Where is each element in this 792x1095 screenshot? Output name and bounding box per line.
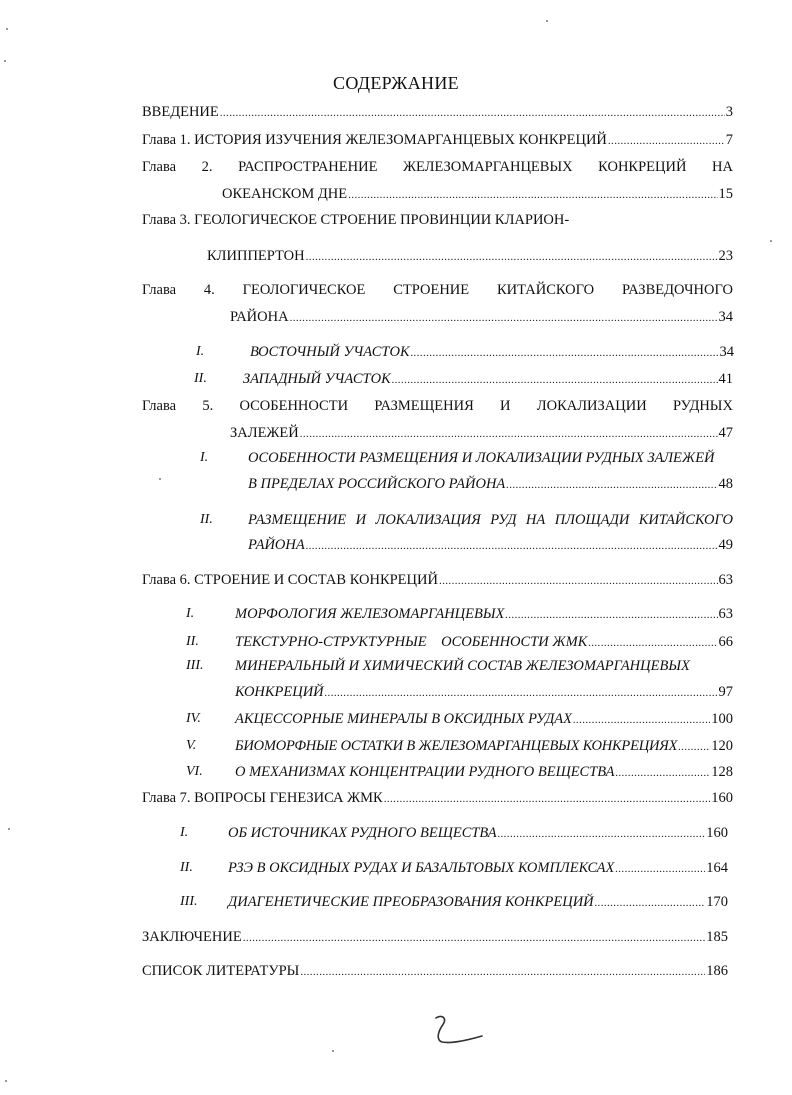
toc-entry-page: 160 (711, 790, 733, 806)
word: НА (712, 159, 733, 175)
toc-entry-chapter-3-line1[interactable] (142, 210, 569, 230)
dot-leader (506, 475, 717, 495)
toc-entry-conclusion[interactable] (142, 927, 728, 948)
section-number: IV. (186, 711, 201, 726)
toc-entry-label: СПИСОК ЛИТЕРАТУРЫ (142, 963, 300, 979)
word: ГЕОЛОГИЧЕСКОЕ (242, 282, 366, 298)
toc-entry-chapter-7[interactable] (142, 788, 733, 809)
toc-entry-page: 66 (718, 634, 733, 650)
scan-speck (5, 1080, 7, 1082)
page-title: СОДЕРЖАНИЕ (333, 73, 459, 93)
toc-entry-label: РАЙОНА (248, 537, 305, 553)
toc-entry-page: 15 (718, 186, 733, 202)
toc-entry-page: 49 (718, 537, 733, 553)
section-number: I. (180, 825, 189, 840)
toc-entry-4-1[interactable] (250, 342, 734, 363)
toc-entry-page: 128 (711, 764, 733, 780)
toc-entry-label: ОБ ИСТОЧНИКАХ РУДНОГО ВЕЩЕСТВА (228, 825, 497, 841)
toc-entry-label: БИОМОРФНЫЕ ОСТАТКИ В ЖЕЛЕЗОМАРГАНЦЕВЫХ КОНКРЕЦИЯХ (235, 738, 678, 754)
toc-entry-chapter-2-cont[interactable] (222, 184, 733, 205)
toc-entry-page: 7 (725, 132, 733, 148)
toc-entry-6-6[interactable] (235, 762, 733, 783)
toc-entry-label: Глава 3. ГЕОЛОГИЧЕСКОЕ СТРОЕНИЕ ПРОВИНЦИИ КЛАРИОН- (142, 212, 570, 228)
dot-leader (505, 605, 717, 625)
dot-leader (220, 103, 725, 123)
toc-entry-page: 47 (718, 425, 733, 441)
word: КИТАЙСКОГО (496, 282, 595, 298)
toc-entry-page: 48 (718, 476, 733, 492)
dot-leader (573, 710, 710, 730)
toc-entry-page: 63 (718, 572, 733, 588)
dot-leader (411, 343, 719, 363)
toc-entry-page: 3 (725, 104, 733, 120)
section-number: II. (200, 512, 213, 527)
toc-entry-label: ЗАПАДНЫЙ УЧАСТОК (243, 371, 391, 387)
toc-entry-label: Глава 6. СТРОЕНИЕ И СОСТАВ КОНКРЕЦИЙ (142, 572, 438, 588)
toc-entry-label: ТЕКСТУРНО-СТРУКТУРНЫЕ ОСОБЕННОСТИ ЖМК (235, 634, 588, 650)
toc-entry-label: Глава 1. ИСТОРИЯ ИЗУЧЕНИЯ ЖЕЛЕЗОМАРГАНЦЕВЫХ КОНКРЕЦИЙ (142, 132, 607, 148)
word: И (355, 512, 367, 528)
word: РУДНЫХ (672, 398, 733, 414)
word: ОСОБЕННОСТИ (239, 398, 349, 414)
toc-entry-page: 185 (706, 929, 728, 945)
section-number: I. (186, 606, 195, 621)
word: РАЗМЕЩЕНИЕ (248, 512, 347, 528)
toc-entry-page: 23 (718, 248, 733, 264)
section-number: I. (196, 344, 205, 359)
dot-leader (595, 893, 706, 913)
scan-speck (770, 240, 772, 242)
word: РУД (490, 512, 517, 528)
word: Глава (142, 282, 177, 298)
toc-entry-references[interactable] (142, 961, 728, 982)
toc-entry-6-3-cont[interactable] (235, 682, 733, 703)
word: ПЛОЩАДИ (554, 512, 630, 528)
word: ЛОКАЛИЗАЦИЯ (375, 512, 481, 528)
toc-entry-label: ОСОБЕННОСТИ РАЗМЕЩЕНИЯ И ЛОКАЛИЗАЦИИ РУДНЫХ ЗАЛЕЖЕЙ (248, 450, 715, 466)
word: ЖЕЛЕЗОМАРГАНЦЕВЫХ (403, 159, 573, 175)
toc-entry-label: ВОСТОЧНЫЙ УЧАСТОК (250, 344, 410, 360)
toc-entry-label: О МЕХАНИЗМАХ КОНЦЕНТРАЦИИ РУДНОГО ВЕЩЕСТВА (235, 764, 615, 780)
toc-entry-label: РЗЭ В ОКСИДНЫХ РУДАХ И БАЗАЛЬТОВЫХ КОМПЛЕКСАХ (228, 860, 615, 876)
toc-entry-chapter-5-line1[interactable] (142, 396, 733, 416)
scan-speck (4, 60, 6, 62)
toc-entry-page: 120 (711, 738, 733, 754)
scan-speck (8, 828, 10, 830)
section-number: V. (186, 738, 197, 753)
section-number: II. (186, 634, 199, 649)
toc-entry-page: 160 (706, 825, 728, 841)
toc-entry-page: 63 (718, 606, 733, 622)
dot-leader (439, 571, 718, 591)
word: 5. (202, 398, 214, 414)
toc-entry-page: 186 (706, 963, 728, 979)
word: НА (525, 512, 546, 528)
word: 4. (203, 282, 215, 298)
dot-leader (615, 859, 705, 879)
toc-entry-7-3[interactable] (228, 892, 728, 913)
dot-leader (678, 737, 710, 757)
word: Глава (142, 159, 177, 175)
toc-entry-4-2[interactable] (243, 369, 733, 390)
toc-entry-chapter-5-cont[interactable] (230, 423, 733, 444)
toc-entry-page: 34 (719, 344, 734, 360)
toc-entry-label: ДИАГЕНЕТИЧЕСКИЕ ПРЕОБРАЗОВАНИЯ КОНКРЕЦИЙ (228, 894, 594, 910)
dot-leader (615, 763, 710, 783)
dot-leader (306, 536, 718, 556)
toc-entry-chapter-2-line1[interactable] (142, 157, 733, 177)
toc-entry-label: ВВЕДЕНИЕ (142, 104, 219, 120)
toc-entry-6-2[interactable] (235, 632, 733, 653)
toc-entry-page: 100 (711, 711, 733, 727)
word: РАЗМЕЩЕНИЯ (374, 398, 474, 414)
toc-entry-chapter-1[interactable] (142, 130, 733, 151)
section-number: II. (180, 860, 193, 875)
toc-entry-page: 41 (718, 371, 733, 387)
toc-entry-6-4[interactable] (235, 709, 733, 730)
word: Глава (142, 398, 177, 414)
toc-entry-label: АКЦЕССОРНЫЕ МИНЕРАЛЫ В ОКСИДНЫХ РУДАХ (235, 711, 573, 727)
word: РАЗВЕДОЧНОГО (621, 282, 733, 298)
toc-entry-page: 34 (718, 309, 733, 325)
toc-entry-6-1[interactable] (235, 604, 733, 625)
word: ЛОКАЛИЗАЦИИ (536, 398, 647, 414)
toc-entry-label: Глава 7. ВОПРОСЫ ГЕНЕЗИСА ЖМК (142, 790, 383, 806)
scan-speck (6, 28, 8, 30)
word: И (500, 398, 511, 414)
toc-entry-5-2-line1[interactable] (248, 510, 733, 530)
toc-entry-page: 97 (718, 684, 733, 700)
toc-entry-chapter-4-cont[interactable] (230, 307, 733, 328)
dot-leader (325, 683, 718, 703)
section-number: II. (194, 371, 207, 386)
dot-leader (608, 131, 725, 151)
handwritten-mark (428, 1010, 488, 1050)
dot-leader (588, 633, 717, 653)
toc-entry-label: ЗАКЛЮЧЕНИЕ (142, 929, 242, 945)
toc-entry-chapter-4-line1[interactable] (142, 280, 733, 300)
word: РАСПРОСТРАНЕНИЕ (238, 159, 378, 175)
dot-leader (348, 185, 717, 205)
toc-entry-label: МИНЕРАЛЬНЫЙ И ХИМИЧЕСКИЙ СОСТАВ ЖЕЛЕЗОМАРГАНЦЕВЫХ (235, 658, 690, 674)
section-number: III. (186, 658, 204, 673)
dot-leader (384, 789, 711, 809)
dot-leader (290, 308, 718, 328)
toc-entry-7-2[interactable] (228, 858, 728, 879)
toc-entry-5-1-line1[interactable] (248, 448, 715, 468)
toc-entry-chapter-6[interactable] (142, 570, 733, 591)
toc-entry-label: КОНКРЕЦИЙ (235, 684, 324, 700)
toc-entry-6-5[interactable] (235, 736, 733, 757)
word: СТРОЕНИЕ (393, 282, 470, 298)
dot-leader (243, 928, 706, 948)
toc-entry-label: РАЙОНА (230, 309, 289, 325)
toc-entry-label: ЗАЛЕЖЕЙ (230, 425, 299, 441)
toc-entry-5-2-cont[interactable] (248, 535, 733, 556)
word: КОНКРЕЦИЙ (598, 159, 687, 175)
toc-entry-label: КЛИППЕРТОН (207, 248, 305, 264)
toc-entry-label: ОКЕАНСКОМ ДНЕ (222, 186, 348, 202)
word: КИТАЙСКОГО (638, 512, 733, 528)
toc-entry-page: 164 (706, 860, 728, 876)
toc-entry-label: В ПРЕДЕЛАХ РОССИЙСКОГО РАЙОНА (248, 476, 506, 492)
dot-leader (300, 962, 705, 982)
dot-leader (300, 424, 718, 444)
toc-entry-5-1-cont[interactable] (248, 474, 733, 495)
section-number: VI. (186, 764, 203, 779)
word: 2. (201, 159, 213, 175)
scan-speck (159, 478, 161, 480)
section-number: I. (200, 450, 209, 465)
section-number: III. (180, 894, 198, 909)
toc-entry-page: 170 (706, 894, 728, 910)
dot-leader (306, 247, 718, 267)
scan-speck (546, 20, 548, 22)
dot-leader (498, 824, 706, 844)
toc-entry-7-1[interactable] (228, 823, 728, 844)
scan-speck (332, 1050, 334, 1052)
toc-entry-chapter-3-cont[interactable] (207, 246, 733, 267)
toc-entry-label: МОРФОЛОГИЯ ЖЕЛЕЗОМАРГАНЦЕВЫХ (235, 606, 505, 622)
dot-leader (392, 370, 718, 390)
toc-entry-intro[interactable] (142, 102, 733, 123)
toc-entry-6-3-line1[interactable] (235, 656, 690, 676)
